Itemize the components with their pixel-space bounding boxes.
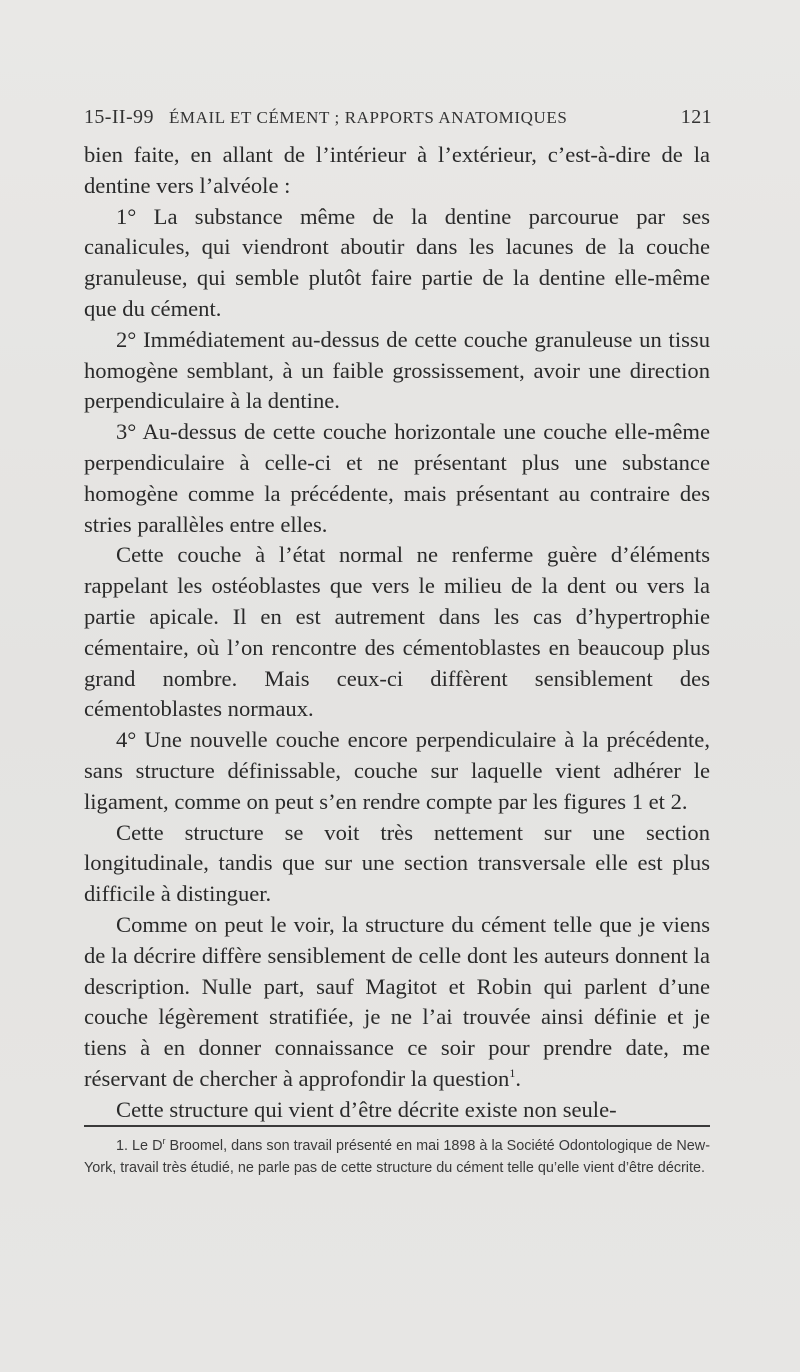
paragraph-item-3: 3° Au-dessus de cette couche horizontale une couche elle-même perpendiculaire à celle-ci et ne présentant plus une substance homogène comme la précédente, mais présentant au contraire des stries parallèles entre elles.: [84, 419, 710, 537]
paragraph-item-2: 2° Immédiatement au-dessus de cette couche granuleuse un tissu homogène semblant, à un faible grossissement, avoir une direction perpendiculaire à la dentine.: [84, 326, 710, 414]
paragraph-item-1: 1° La substance même de la dentine parcourue par ses canalicules, qui viendront aboutir dans les lacunes de la couche granuleuse, qui semble plutôt faire partie de la dentine elle-même que du cément.: [84, 203, 710, 321]
running-header: [84, 106, 712, 134]
paragraph-closing: Cette structure qui vient d’être décrite existe non seule-: [116, 1096, 617, 1122]
paragraph-osteoblasts: Cette couche à l’état normal ne renferme guère d’éléments rappelant les ostéoblastes que vers le milieu de la dent ou vers la partie apicale. Il en est autrement dans les cas d’hypertrophie cémentaire, où l’on rencontre des cémentoblastes en beaucoup plus grand nombre. Mais ceux-ci diffèrent sensiblement des cémentoblastes normaux.: [84, 542, 710, 722]
header-date: 15-II-99: [84, 106, 154, 128]
footnote-text: Broomel, dans son travail présenté en mai 1898 à la Société Odontologique de New-York, travail très étudié, ne parle pas de cette structure du cément telle qu’elle vient d’être décrite.: [84, 1138, 710, 1176]
paragraph-continuation: bien faite, en allant de l’intérieur à l’extérieur, c’est-à-dire de la dentine vers l’alvéole :: [84, 142, 710, 198]
paragraph-section: Cette structure se voit très nettement sur une section longitudinale, tandis que sur une section transversale elle est plus difficile à distinguer.: [84, 819, 710, 907]
footnote-number: 1.: [116, 1138, 133, 1154]
footnote-title-sup: r: [162, 1136, 166, 1146]
paragraph-item-4: 4° Une nouvelle couche encore perpendiculaire à la précédente, sans structure définissable, couche sur laquelle vient adhérer le ligament, comme on peut s’en rendre compte par les figures 1 et 2.: [84, 727, 710, 814]
footnote: 1. Le $D^r$ Broomel, dans son travail présenté en mai 1898 à la Société Odontologique de New-York, travail très étudié, ne parle pas de cette structure du cément telle qu’elle vient d’être décrite.: [84, 1136, 710, 1176]
body-text: [84, 140, 710, 1126]
footnote-reference: 1: [509, 1065, 516, 1080]
footnote-divider: [84, 1125, 710, 1127]
page-number: 121: [680, 106, 712, 128]
paragraph-comparison: Comme on peut le voir, la structure du cément telle que je viens de la décrire diffère sensiblement de celle dont les auteurs donnent la description. Nulle part, sauf Magitot et Robin qui parlent d’une couche légèrement stratifiée, je ne l’ai trouvée ainsi définie et je tiens à en donner connaissance ce soir pour prendre date, me réservant de chercher à approfondir la question$^1$.: [84, 911, 710, 1091]
header-title: ÉMAIL ET CÉMENT ; RAPPORTS ANATOMIQUES: [168, 108, 568, 127]
